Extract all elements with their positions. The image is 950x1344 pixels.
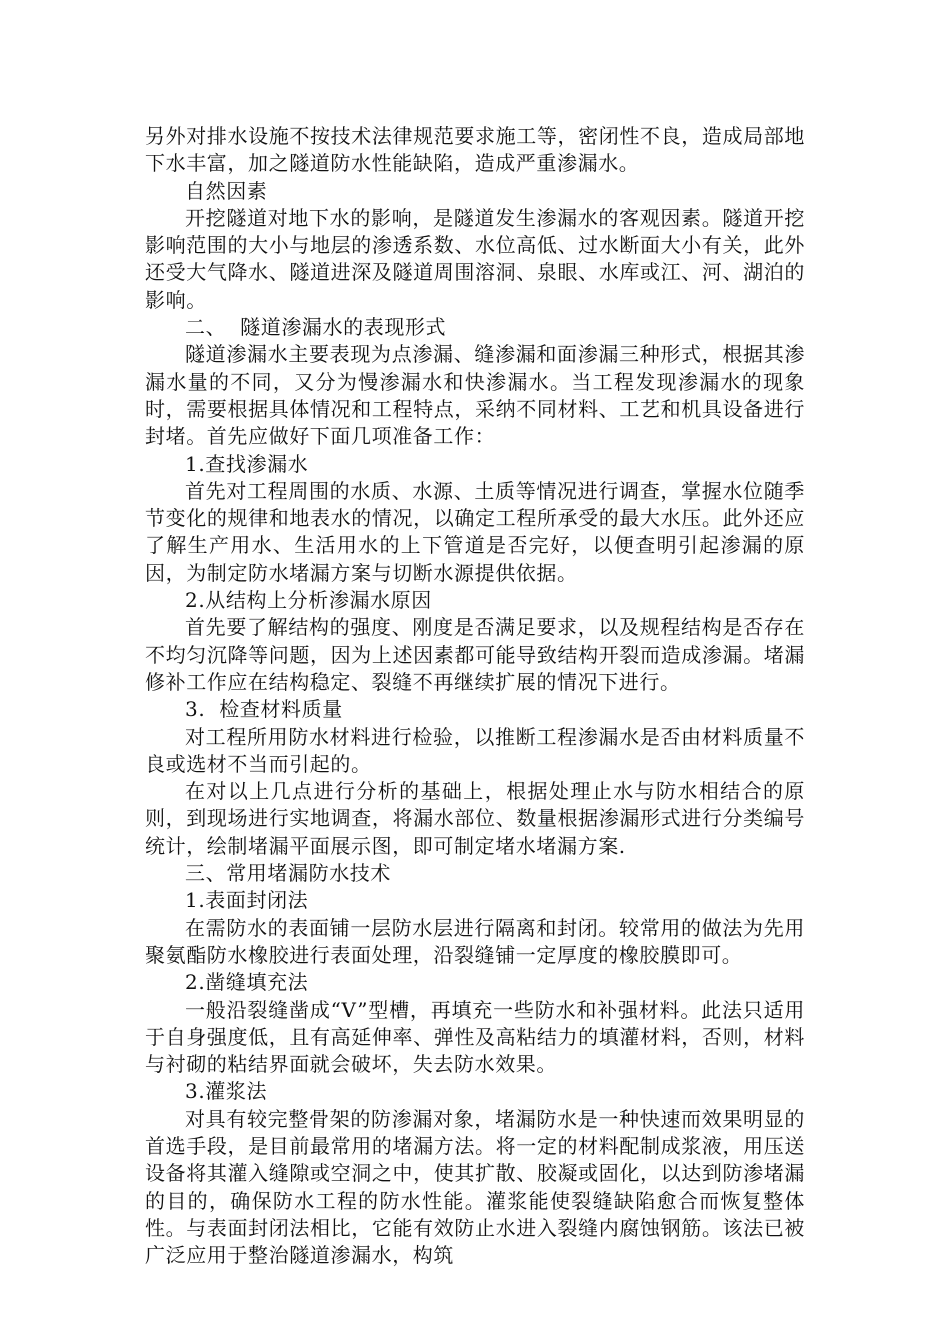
paragraph: 开挖隧道对地下水的影响，是隧道发生渗漏水的客观因素。隧道开挖影响范围的大小与地层的渗透系数、水位高低、过水断面大小有关，此外还受大气降水、隧道进深及隧道周围溶洞、泉眼、水库或江、河、湖泊的影响。 bbox=[145, 205, 805, 312]
paragraph: 在需防水的表面铺一层防水层进行隔离和封闭。较常用的做法为先用聚氨酯防水橡胶进行表面处理，沿裂缝铺一定厚度的橡胶膜即可。 bbox=[145, 915, 805, 967]
section-heading: 3. 检查材料质量 bbox=[185, 697, 343, 722]
paragraph: 首先对工程周围的水质、水源、土质等情况进行调查，掌握水位随季节变化的规律和地表水的情况，以确定工程所承受的最大水压。此外还应了解生产用水、生活用水的上下管道是否完好，以便查明引起渗漏的原因，为制定防水堵漏方案与切断水源提供依据。 bbox=[145, 478, 805, 585]
document-body bbox=[145, 123, 805, 1269]
paragraph: 一般沿裂缝凿成“V”型槽，再填充一些防水和补强材料。此法只适用于自身强度低，且有高延伸率、弹性及高粘结力的填灌材料，否则，材料与衬砌的粘结界面就会破坏，失去防水效果。 bbox=[145, 997, 805, 1077]
paragraph: 首先要了解结构的强度、刚度是否满足要求，以及规程结构是否存在不均匀沉降等问题，因为上述因素都可能导致结构开裂而造成渗漏。堵漏修补工作应在结构稳定、裂缝不再继续扩展的情况下进行。 bbox=[145, 615, 805, 694]
paragraph: 在对以上几点进行分析的基础上，根据处理止水与防水相结合的原则，到现场进行实地调查，将漏水部位、数量根据渗漏形式进行分类编号统计，绘制堵漏平面展示图，即可制定堵水堵漏方案. bbox=[145, 779, 805, 858]
paragraph: 另外对排水设施不按技术法律规范要求施工等，密闭性不良，造成局部地下水丰富，加之隧道防水性能缺陷，造成严重渗漏水。 bbox=[145, 124, 805, 176]
section-heading: 二、 隧道渗漏水的表现形式 bbox=[185, 315, 447, 340]
section-heading: 3.灌浆法 bbox=[185, 1079, 268, 1104]
section-heading: 2.从结构上分析渗漏水原因 bbox=[185, 588, 432, 613]
section-heading: 1.表面封闭法 bbox=[185, 888, 309, 913]
section-heading: 自然因素 bbox=[185, 178, 268, 203]
paragraph: 隧道渗漏水主要表现为点渗漏、缝渗漏和面渗漏三种形式，根据其渗漏水量的不同，又分为慢渗漏水和快渗漏水。当工程发现渗漏水的现象时，需要根据具体情况和工程特点，采纳不同材料、工艺和机具设备进行封堵。首先应做好下面几项准备工作： bbox=[145, 342, 805, 449]
section-heading: 1.查找渗漏水 bbox=[185, 451, 309, 476]
section-heading: 2.凿缝填充法 bbox=[185, 970, 309, 995]
paragraph: 对工程所用防水材料进行检验，以推断工程渗漏水是否由材料质量不良或选材不当而引起的。 bbox=[145, 724, 805, 776]
paragraph: 对具有较完整骨架的防渗漏对象，堵漏防水是一种快速而效果明显的首选手段，是目前最常用的堵漏方法。将一定的材料配制成浆液，用压送设备将其灌入缝隙或空洞之中，使其扩散、胶凝或固化，以达到防渗堵漏的目的，确保防水工程的防水性能。灌浆能使裂缝缺陷愈合而恢复整体性。与表面封闭法相比，它能有效防止水进入裂缝内腐蚀钢筋。该法已被广泛应用于整治隧道渗漏水，构筑 bbox=[145, 1106, 805, 1268]
section-heading: 三、常用堵漏防水技术 bbox=[185, 861, 391, 886]
